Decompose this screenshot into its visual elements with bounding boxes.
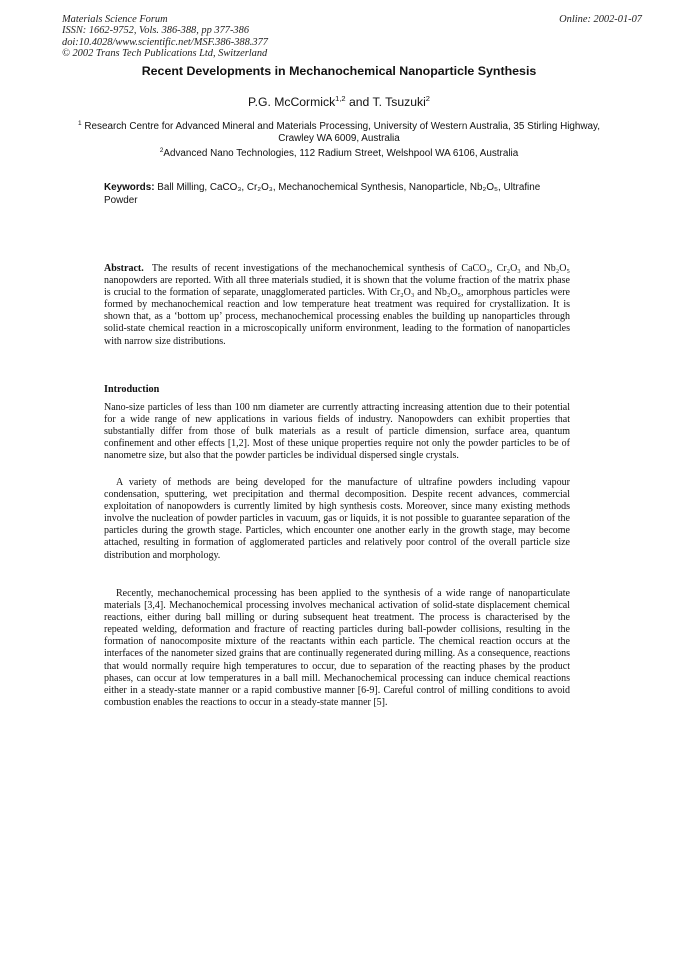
keywords-label: Keywords: <box>104 182 155 193</box>
author-name: P.G. McCormick <box>248 95 336 109</box>
author-name: T. Tsuzuki <box>372 95 426 109</box>
copyright-line: © 2002 Trans Tech Publications Ltd, Switzerland <box>62 48 268 60</box>
author-affil-marker: 2 <box>425 94 430 103</box>
journal-header <box>62 14 268 60</box>
online-date: Online: 2002-01-07 <box>559 14 642 25</box>
keywords-text: Ball Milling, CaCO₃, Cr₂O₃, Mechanochemical Synthesis, Nanoparticle, Nb₂O₅, Ultrafine Powder <box>104 182 541 206</box>
affiliation-text: Advanced Nano Technologies, 112 Radium Street, Welshpool WA 6106, Australia <box>163 148 519 159</box>
section-heading-introduction: Introduction <box>104 384 160 395</box>
abstract-text: The results of recent investigations of the mechanochemical synthesis of CaCO₃, Cr₂O₃ and Nb₂O₅ nanopowders are reported. With all three materials studied, it is shown that the volume fraction of the matrix phase is crucial to the formation of separate, unagglomerated particles. With Cr₂O₃ and Nb₂O₅, amorphous particles were formed by mechanochemical reaction and low temperature heat treatment was required for crystallization. It is shown that, as a ‘bottom up’ process, mechanochemical processing enables the building up nanoparticles through solid-state chemical reaction in a microscopically uniform environment, leading to the formation of nanoparticles with narrow size distributions. <box>104 263 570 347</box>
intro-paragraph-3: Recently, mechanochemical processing has been applied to the synthesis of a wide range of nanoparticulate materials [3,4]. Mechanochemical processing involves mechanical activation of solid-state displacement chemical reactions, either during ball milling or during subsequent heat treatment. The process is characterised by the repeated welding, deformation and fracture of reacting particles during ball-powder collisions, resulting in the formation of nanocomposite mixture of the reactants within each particle. The chemical reaction occurs at the interfaces of the nanometer sized grains that are continually regenerated during milling. As a consequence, reactions that would normally require high temperatures to occur, due to separation of the reacting phases by the product phases, can occur at low temperatures in a ball mill. Mechanochemical processing can induce chemical reactions either in a steady-state manner or a rapid combustive manner [6-9]. Careful control of milling conditions to avoid combustion enables the reactions to occur in a steady-state manner [5]. <box>104 588 570 708</box>
affiliation-marker: 1 <box>78 120 82 127</box>
paper-title: Recent Developments in Mechanochemical Nanoparticle Synthesis <box>141 64 537 78</box>
author-connector: and <box>345 95 373 109</box>
intro-paragraph-2: A variety of methods are being developed for the manufacture of ultrafine powders including vapour condensation, sputtering, wet precipitation and thermal decomposition. Despite recent advances, commercial exploitation of nanopowders is currently limited by high synthesis costs. Moreover, since many existing methods involve the nucleation of powder particles in vacuum, gas or liquids, it is not possible to guarantee separation of the particles during the growth stage. Particles, which encounter one another early in the growth stage, may become attached, resulting in formation of agglomerated particles and relatively poor control of the overall particle size distribution and morphology. <box>104 477 570 561</box>
affiliation-marker: 2 <box>159 147 164 154</box>
abstract-block <box>104 263 570 348</box>
affiliation-text: Research Centre for Advanced Mineral and Materials Processing, University of Western Australia, 35 Stirling Highway, Crawley WA 6009, Australia <box>84 121 600 144</box>
affiliation-2 <box>62 148 616 160</box>
abstract-label: Abstract. <box>104 263 144 274</box>
doi-line[interactable]: doi:10.4028/www.scientific.net/MSF.386-388.377 <box>62 36 268 48</box>
journal-name: Materials Science Forum <box>62 14 168 25</box>
keywords-block <box>104 182 574 207</box>
issn-line: ISSN: 1662-9752, Vols. 386-388, pp 377-386 <box>62 25 250 37</box>
author-affil-marker: 1,2 <box>335 94 346 103</box>
author-line <box>62 95 616 109</box>
affiliation-1 <box>62 121 616 145</box>
intro-paragraph-1: Nano-size particles of less than 100 nm diameter are currently attracting increasing attention due to their potential for a wide range of new applications in various fields of industry. Nanopowders can exhibit properties that substantially differ from those of bulk materials as a result of particle dimension, surface area, quantum confinement and other effects [1,2]. Most of these unique properties require not only the powder particles to be of nanometre size, but also that the powder particles be individual dispersed single crystals. <box>104 402 570 462</box>
